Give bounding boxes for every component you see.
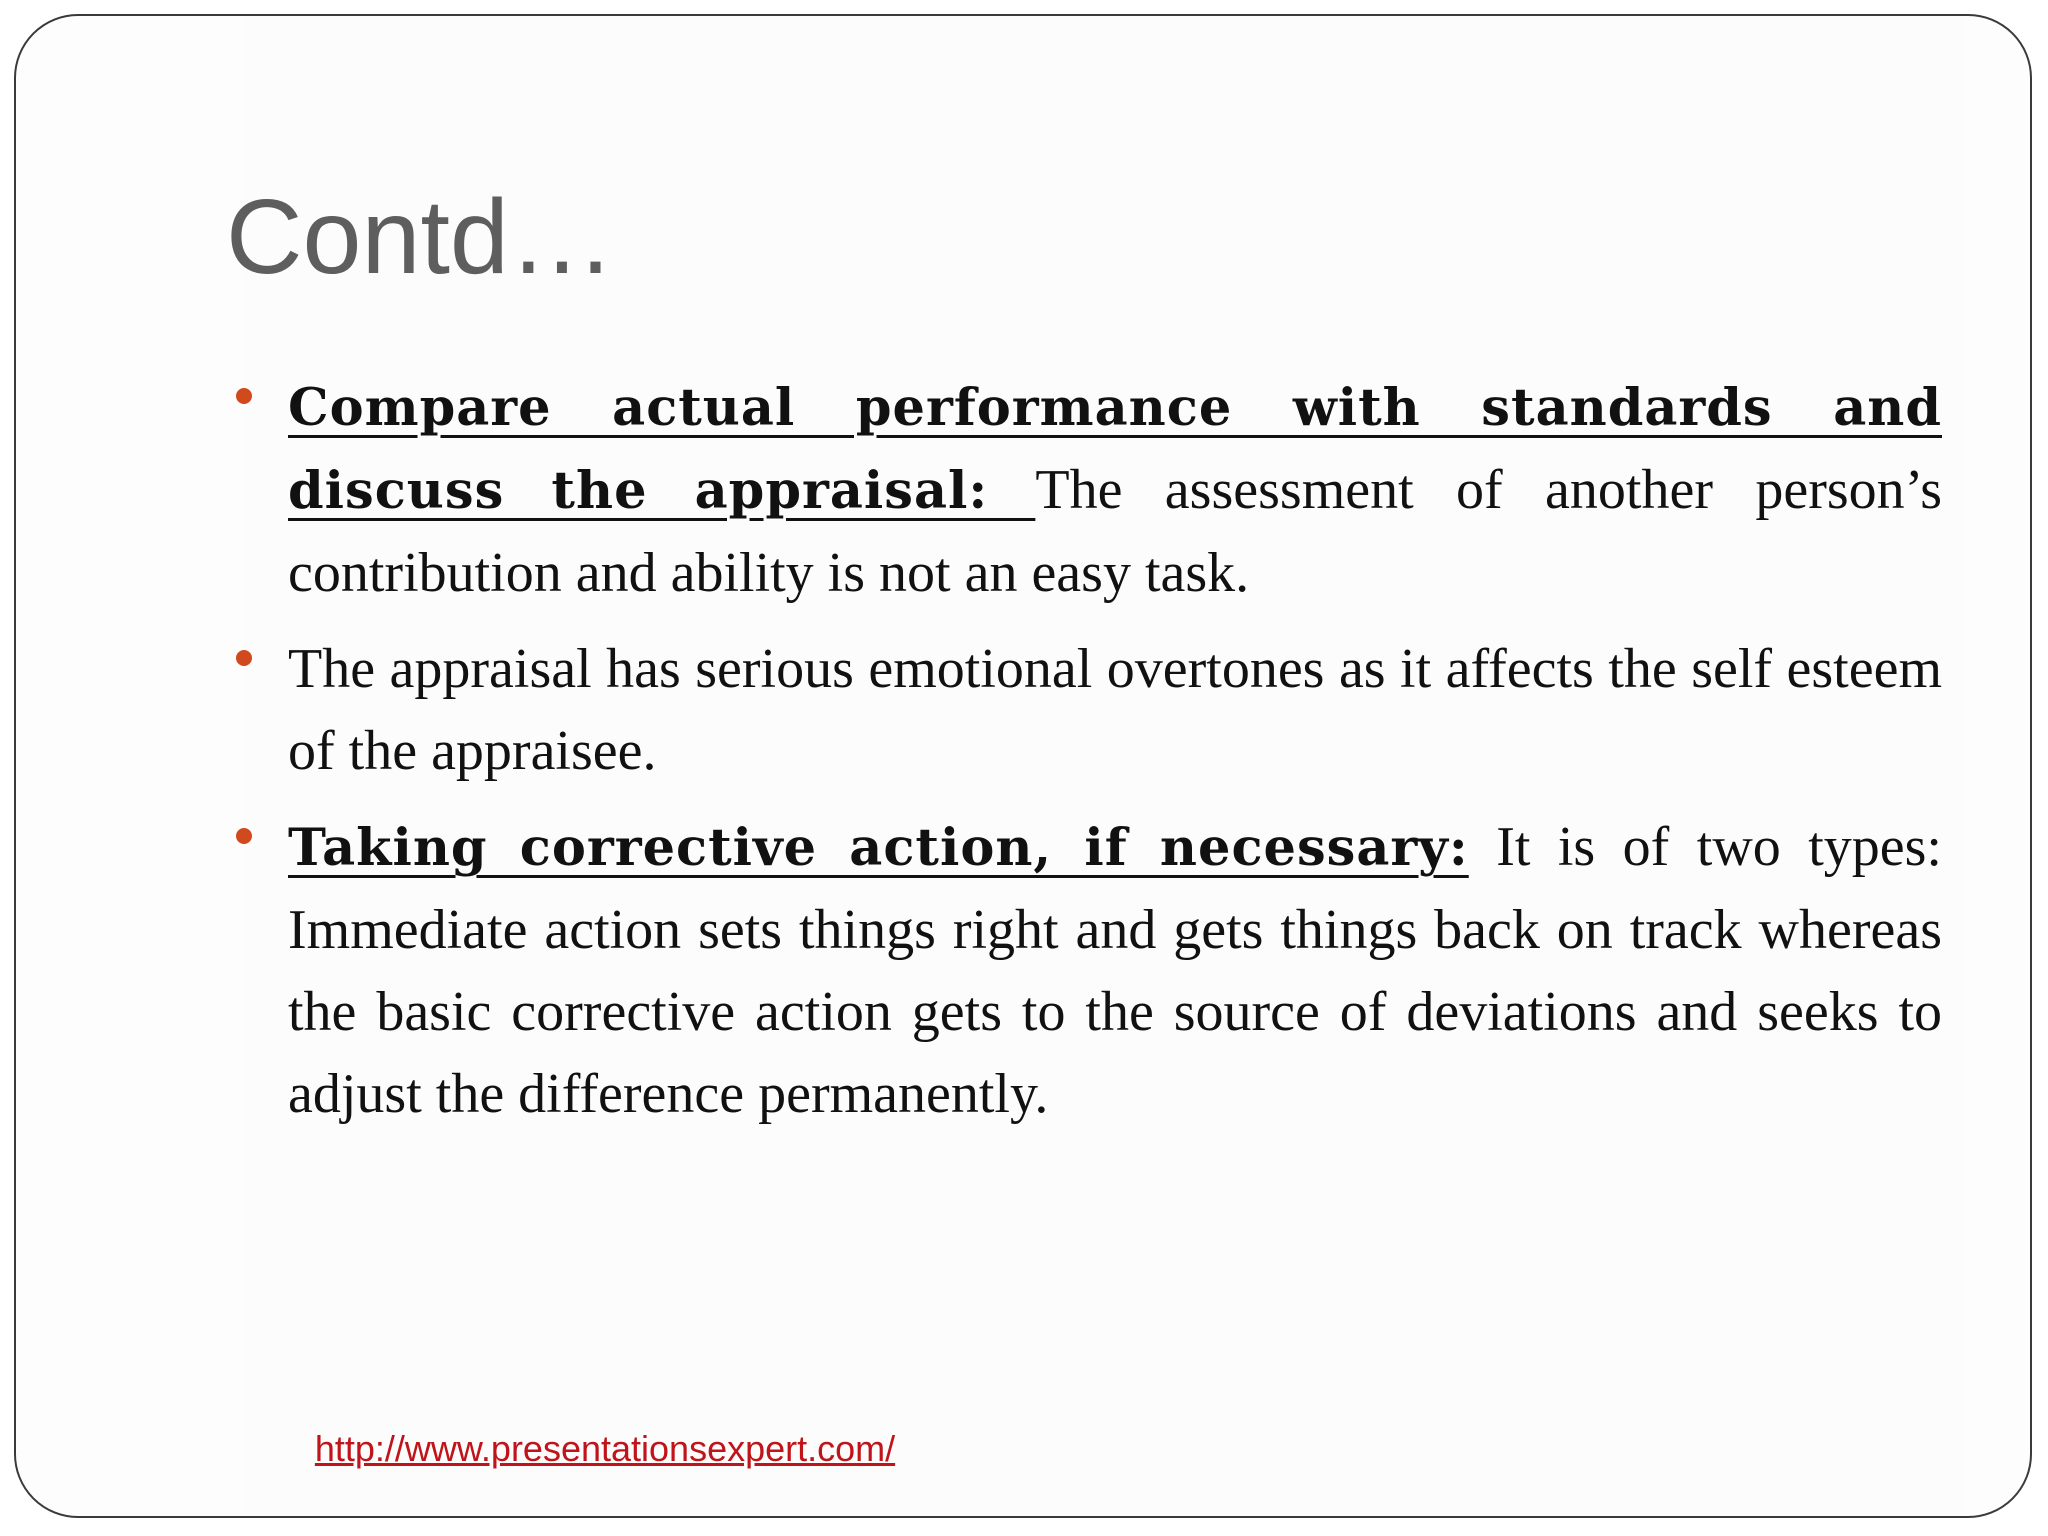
bullet-item-emotional-overtones bbox=[288, 628, 1942, 792]
bullet-text: The assessment of another person’s contribution and ability is not an easy task. bbox=[288, 459, 1942, 604]
bullet-item-compare-performance bbox=[288, 366, 1942, 614]
bullet-heading: Taking corrective action, if necessary: bbox=[288, 818, 1469, 878]
footer-link[interactable]: http://www.presentationsexpert.com/ bbox=[314, 1428, 896, 1469]
bullet-list bbox=[288, 366, 1942, 1149]
bullet-item-corrective-action bbox=[288, 806, 1942, 1135]
bullet-text: The appraisal has serious emotional overtones as it affects the self esteem of the appraisee. bbox=[288, 638, 1942, 782]
bullet-dot-icon bbox=[236, 388, 252, 404]
slide-title: Contd… bbox=[226, 178, 615, 296]
slide-frame bbox=[14, 14, 2032, 1518]
bullet-dot-icon bbox=[236, 650, 252, 666]
bullet-text: It is of two types: Immediate action sets things right and gets things back on track whereas the basic corrective action gets to the source of deviations and seeks to adjust the difference permanently. bbox=[288, 816, 1942, 1125]
bullet-dot-icon bbox=[236, 828, 252, 844]
bullet-heading: Compare actual performance with standards and discuss the appraisal: bbox=[288, 378, 1942, 521]
